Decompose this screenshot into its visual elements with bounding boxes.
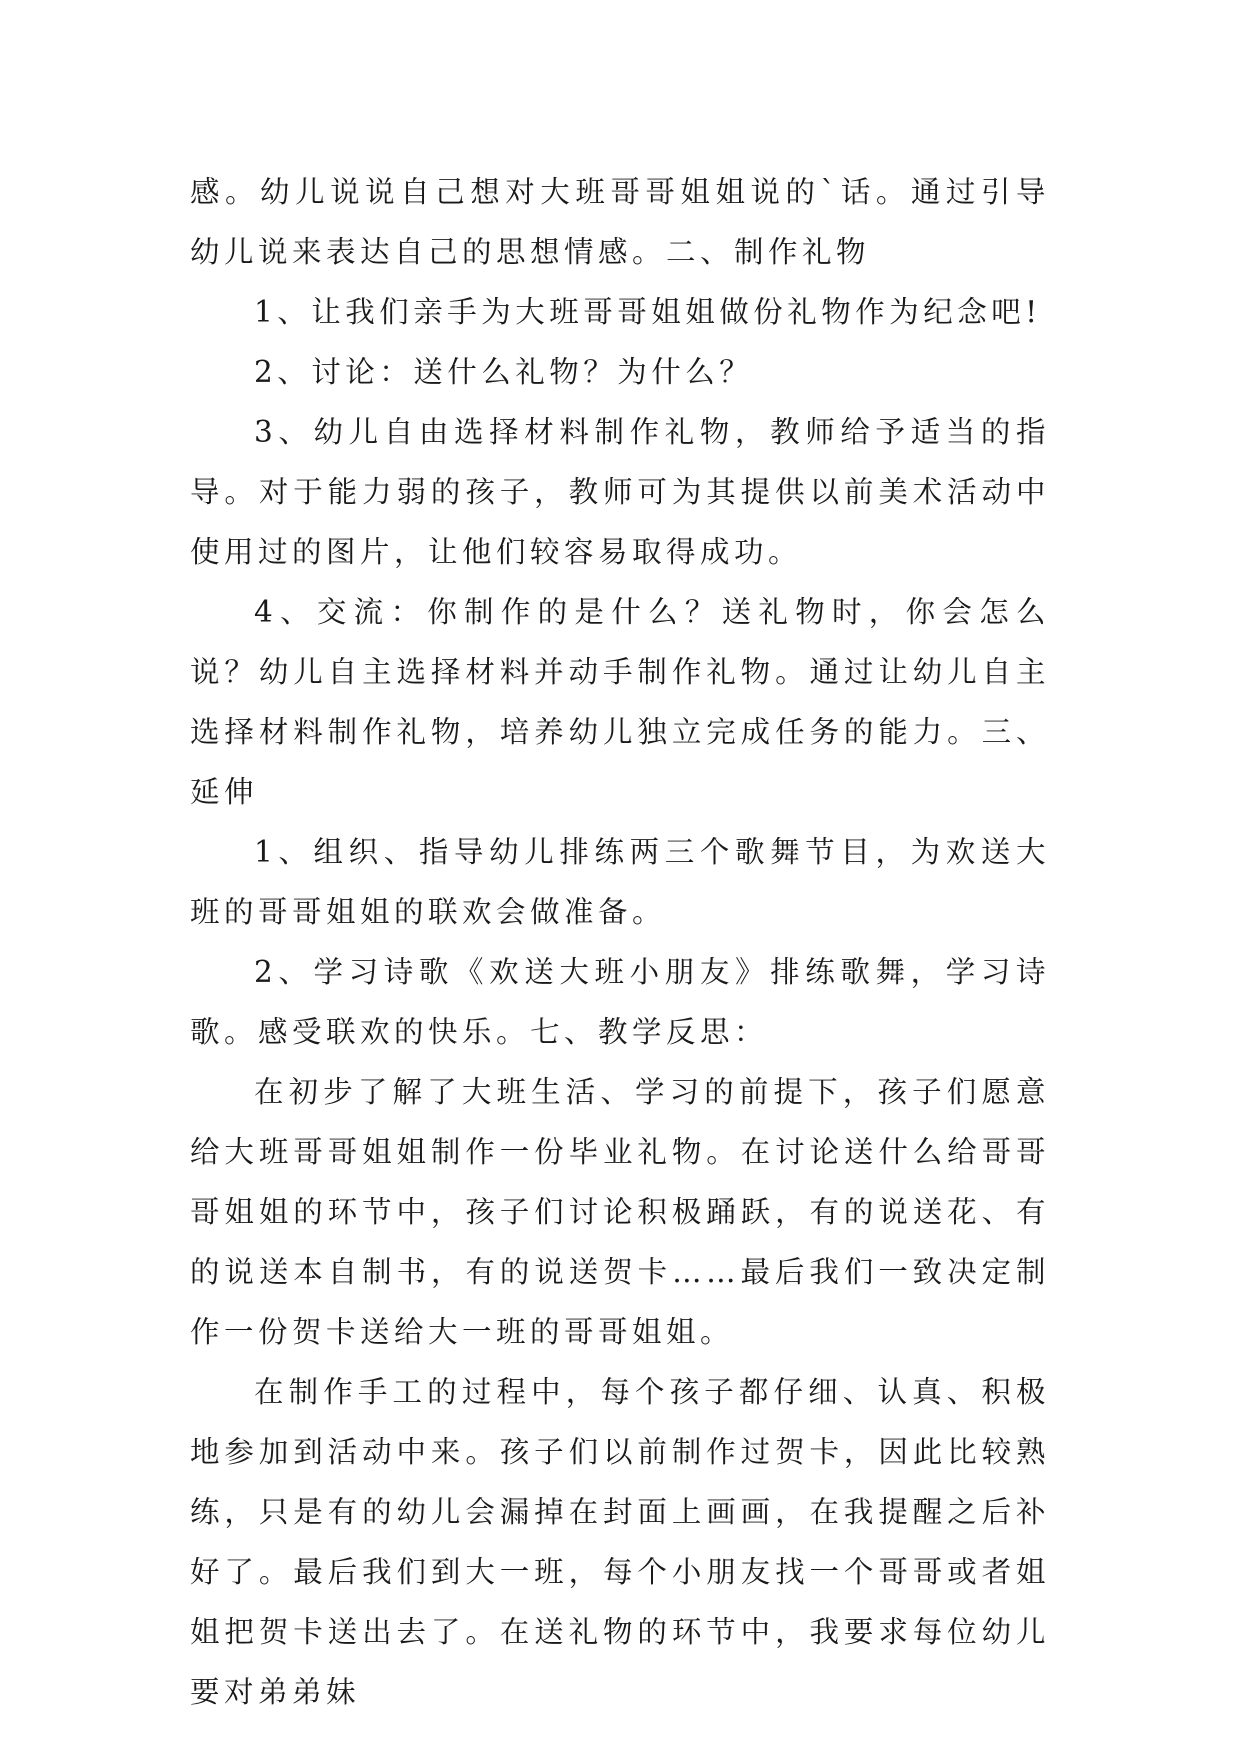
paragraph-1: 感。幼儿说说自己想对大班哥哥姐姐说的`话。通过引导幼儿说来表达自己的思想情感。二、制作礼物 [190,175,1050,269]
paragraph-2: 1、让我们亲手为大班哥哥姐姐做份礼物作为纪念吧! [254,295,1042,329]
paragraph-7: 2、学习诗歌《欢送大班小朋友》排练歌舞，学习诗歌。感受联欢的快乐。七、教学反思： [190,955,1050,1049]
document-body [190,162,1050,1722]
paragraph-8: 在初步了解了大班生活、学习的前提下，孩子们愿意给大班哥哥姐姐制作一份毕业礼物。在讨论送什么给哥哥哥姐姐的环节中，孩子们讨论积极踊跃，有的说送花、有的说送本自制书，有的说送贺卡……最后我们一致决定制作一份贺卡送给大一班的哥哥姐姐。 [190,1075,1050,1349]
paragraph-9: 在制作手工的过程中，每个孩子都仔细、认真、积极地参加到活动中来。孩子们以前制作过贺卡，因此比较熟练，只是有的幼儿会漏掉在封面上画画，在我提醒之后补好了。最后我们到大一班，每个小朋友找一个哥哥或者姐姐把贺卡送出去了。在送礼物的环节中，我要求每位幼儿要对弟弟妹 [190,1375,1050,1709]
paragraph-4: 3、幼儿自由选择材料制作礼物，教师给予适当的指导。对于能力弱的孩子，教师可为其提供以前美术活动中使用过的图片，让他们较容易取得成功。 [190,415,1050,569]
paragraph-6: 1、组织、指导幼儿排练两三个歌舞节目，为欢送大班的哥哥姐姐的联欢会做准备。 [190,835,1050,929]
paragraph-5: 4、交流：你制作的是什么？送礼物时，你会怎么说？幼儿自主选择材料并动手制作礼物。通过让幼儿自主选择材料制作礼物，培养幼儿独立完成任务的能力。三、延伸 [190,595,1050,809]
paragraph-3: 2、讨论：送什么礼物？为什么？ [254,355,754,389]
